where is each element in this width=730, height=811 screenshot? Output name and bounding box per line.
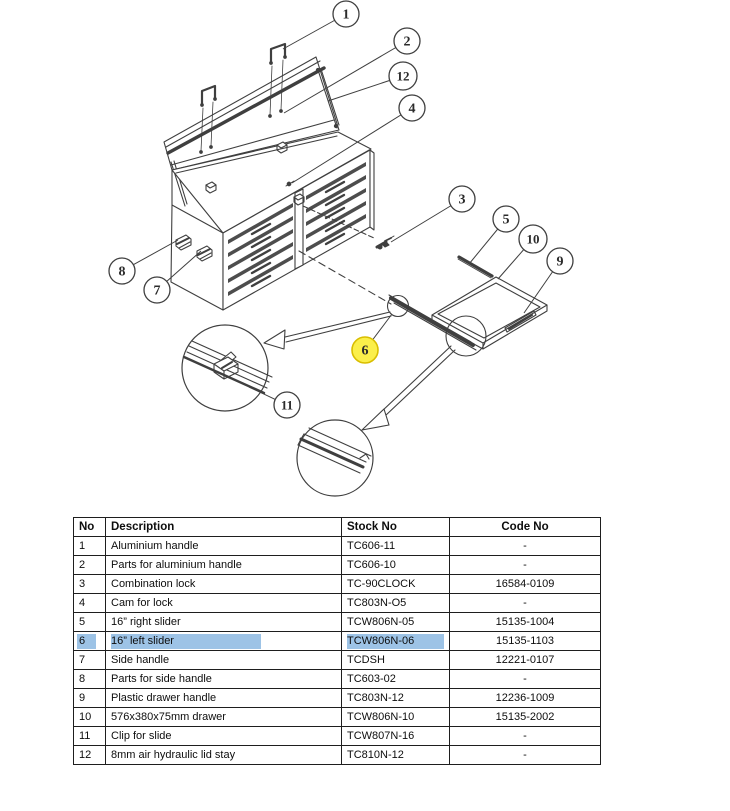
cell-stock-no: TCDSH [342, 651, 450, 670]
slider-rod [458, 257, 492, 278]
cell-description: Side handle [106, 651, 342, 670]
table-row-3 [74, 575, 601, 594]
callout-label: 11 [280, 397, 294, 413]
callout-label: 1 [342, 7, 350, 23]
header-code-no: Code No [450, 518, 601, 537]
cell-description: 576x380x75mm drawer [106, 708, 342, 727]
callout-12 [389, 62, 417, 90]
cell-no: 7 [74, 651, 106, 670]
highlighted-text: 6 [77, 634, 96, 649]
callout-1 [333, 1, 359, 27]
cell-no: 8 [74, 670, 106, 689]
parts-table [73, 517, 601, 765]
cell-stock-no: TC803N-12 [342, 689, 450, 708]
table-row-10 [74, 708, 601, 727]
cell-no: 10 [74, 708, 106, 727]
header-stock-no: Stock No [342, 518, 450, 537]
cell-code-no: 12221-0107 [450, 651, 601, 670]
highlighted-text: 16” left slider [111, 634, 261, 649]
callout-2 [394, 28, 420, 54]
cell-stock-no: TCW807N-16 [342, 727, 450, 746]
callout-11 [274, 392, 300, 418]
cell-code-no: 15135-1004 [450, 613, 601, 632]
callout-10 [519, 225, 547, 253]
callout-5 [493, 206, 519, 232]
cell-no: 11 [74, 727, 106, 746]
callout-label: 4 [408, 101, 416, 117]
highlighted-text: TCW806N-06 [347, 634, 444, 649]
table-row-12 [74, 746, 601, 765]
callout-label: 12 [396, 68, 410, 84]
callout-4 [399, 95, 425, 121]
cell-code-no: 15135-2002 [450, 708, 601, 727]
cell-code-no: 12236-1009 [450, 689, 601, 708]
cell-stock-no: TC606-11 [342, 537, 450, 556]
cell-no: 3 [74, 575, 106, 594]
cell-description: 8mm air hydraulic lid stay [106, 746, 342, 765]
clip-detail-circle [182, 325, 272, 411]
table-row-6 [74, 632, 601, 651]
callout-label: 6 [361, 343, 369, 359]
callout-label: 10 [526, 231, 540, 247]
cell-stock-no: TCW806N-05 [342, 613, 450, 632]
cell-code-no: - [450, 670, 601, 689]
cell-code-no: - [450, 556, 601, 575]
cell-stock-no: TC-90CLOCK [342, 575, 450, 594]
table-row-11 [74, 727, 601, 746]
cell-description: Cam for lock [106, 594, 342, 613]
cell-code-no: 15135-1103 [450, 632, 601, 651]
cell-stock-no: TC606-10 [342, 556, 450, 575]
cell-description: Parts for side handle [106, 670, 342, 689]
cell-code-no: - [450, 746, 601, 765]
callout-label: 3 [458, 192, 466, 208]
cell-description: Combination lock [106, 575, 342, 594]
cell-description: Plastic drawer handle [106, 689, 342, 708]
cell-no [74, 632, 106, 651]
callout-8 [109, 258, 135, 284]
tool-chest-drawing [164, 44, 394, 310]
cell-description: 16” right slider [106, 613, 342, 632]
callout-label: 8 [118, 264, 126, 280]
cell-description: Aluminium handle [106, 537, 342, 556]
callout-7 [144, 277, 170, 303]
cell-no: 2 [74, 556, 106, 575]
cell-no: 1 [74, 537, 106, 556]
cell-code-no: - [450, 594, 601, 613]
cell-description: Parts for aluminium handle [106, 556, 342, 575]
cell-code-no: 16584-0109 [450, 575, 601, 594]
cell-code-no: - [450, 537, 601, 556]
callout-label: 5 [502, 212, 510, 228]
cell-description [106, 632, 342, 651]
callout-label: 7 [153, 283, 161, 299]
combination-lock-part [377, 236, 394, 249]
cell-stock-no: TC803N-O5 [342, 594, 450, 613]
table-row-9 [74, 689, 601, 708]
cell-no: 5 [74, 613, 106, 632]
callout-6-highlighted [352, 337, 378, 363]
table-row-7 [74, 651, 601, 670]
cell-stock-no [342, 632, 450, 651]
header-no: No [74, 518, 106, 537]
table-row-5 [74, 613, 601, 632]
table-row-4 [74, 594, 601, 613]
table-row-8 [74, 670, 601, 689]
table-row-2 [74, 556, 601, 575]
callout-label: 9 [556, 254, 564, 270]
cell-stock-no: TC603-02 [342, 670, 450, 689]
cell-no: 9 [74, 689, 106, 708]
rail-end-detail-circle [297, 420, 373, 496]
parts-table-body [74, 537, 601, 765]
magnifier-arrow [361, 343, 455, 430]
header-description: Description [106, 518, 342, 537]
cell-stock-no: TC810N-12 [342, 746, 450, 765]
cell-description: Clip for slide [106, 727, 342, 746]
table-row-1 [74, 537, 601, 556]
drawer-slider-assembly [388, 257, 548, 356]
table-header-row [74, 518, 601, 537]
callout-9 [547, 248, 573, 274]
cell-no: 12 [74, 746, 106, 765]
projection-dash [299, 251, 391, 304]
cell-stock-no: TCW806N-10 [342, 708, 450, 727]
cell-no: 4 [74, 594, 106, 613]
callout-label: 2 [403, 34, 411, 50]
callout-3 [449, 186, 475, 212]
cell-code-no: - [450, 727, 601, 746]
